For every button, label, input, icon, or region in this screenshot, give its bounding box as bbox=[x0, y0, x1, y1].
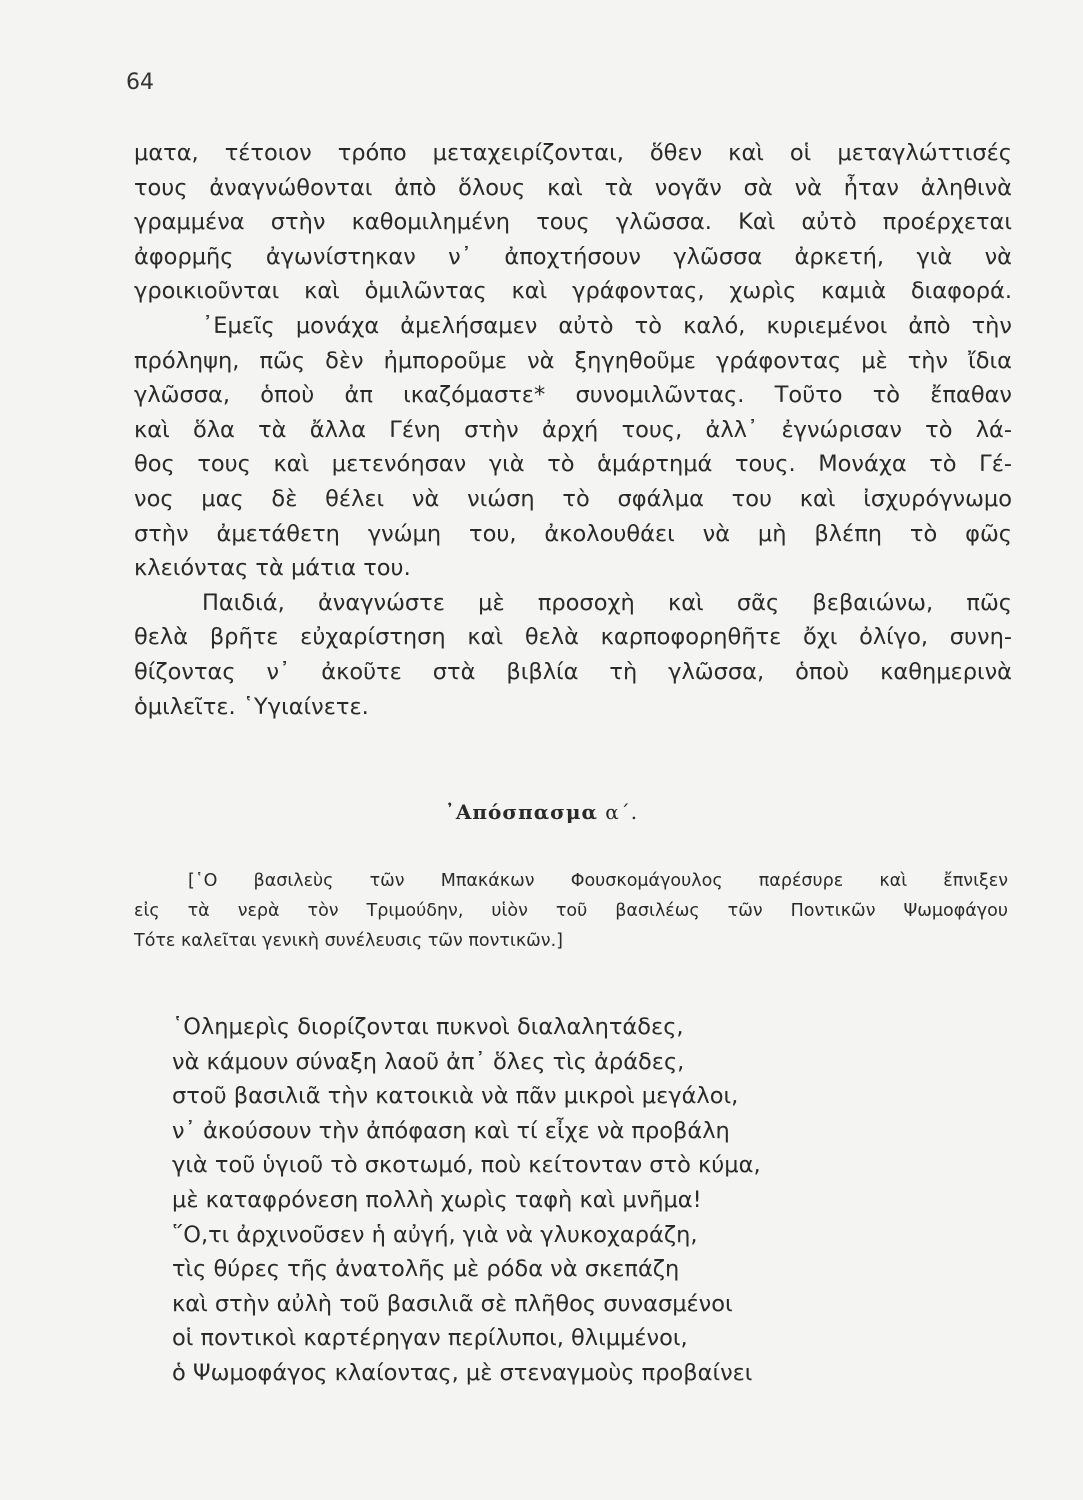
prose-line: κλειόντας τὰ μάτια του. bbox=[134, 555, 411, 582]
poem-verse: ῞Ο,τι ἀρχινοῦσεν ἡ αὐγή, γιὰ νὰ γλυκοχαράζη, bbox=[172, 1221, 698, 1248]
poem-verse: στοῦ βασιλιᾶ τὴν κατοικιὰ νὰ πᾶν μικροὶ μεγάλοι, bbox=[172, 1083, 739, 1110]
poem-verse: ῾Ολημερὶς διορίζονται πυκνοὶ διαλαλητάδες, bbox=[172, 1014, 684, 1040]
prose-line: στὴν ἀμετάθετη γνώμη του, ἀκολουθάει νὰ μὴ βλέπη τὸ φῶς bbox=[134, 520, 1012, 547]
note-line: εἰς τὰ νερὰ τὸν Τριμούδην, υἱὸν τοῦ βασιλέως τῶν Ποντικῶν Ψωμοφάγου bbox=[134, 901, 1008, 921]
prose-line: καὶ ὅλα τὰ ἄλλα Γένη στὴν ἀρχή τους, ἀλλ᾽ ἐγνώρισαν τὸ λά- bbox=[134, 416, 1012, 443]
section-heading bbox=[0, 800, 1083, 824]
prose-line: θίζοντας ν᾽ ἀκοῦτε στὰ βιβλία τὴ γλῶσσα, ὁποὺ καθημερινὰ bbox=[134, 658, 1012, 685]
note-line: [῾Ο βασιλεὺς τῶν Μπακάκων Φουσκομάγουλος παρέσυρε καὶ ἔπνιξεν bbox=[188, 871, 1008, 891]
section-heading-rest: α΄. bbox=[597, 800, 639, 824]
poem bbox=[172, 1010, 761, 1391]
prose-line: ματα, τέτοιον τρόπο μεταχειρίζονται, ὅθεν καὶ οἱ μεταγλώττισές bbox=[134, 140, 1012, 166]
prose-line: Παιδιά, ἀναγνώστε μὲ προσοχὴ καὶ σᾶς βεβαιώνω, πῶς bbox=[202, 589, 1012, 616]
prose-line: πρόληψη, πῶς δὲν ἠμποροῦμε νὰ ξηγηθοῦμε γράφοντας μὲ τὴν ἴδια bbox=[134, 347, 1012, 374]
prose-line: γλῶσσα, ὁποὺ ἀπ ικαζόμαστε* συνομιλῶντας. Τοῦτο τὸ ἔπαθαν bbox=[134, 382, 1012, 409]
poem-verse: νὰ κάμουν σύναξη λαοῦ ἀπ᾽ ὅλες τὶς ἀράδες, bbox=[172, 1048, 685, 1075]
prose-line: γροικιοῦνται καὶ ὁμιλῶντας καὶ γράφοντας, χωρὶς καμιὰ διαφορά. bbox=[134, 278, 1012, 305]
prose-line: τους ἀναγνώθονται ἀπὸ ὅλους καὶ τὰ νογᾶν σὰ νὰ ἦταν ἀληθινὰ bbox=[134, 174, 1012, 201]
poem-verse: καὶ στὴν αὐλὴ τοῦ βασιλιᾶ σὲ πλῆθος συνασμένοι bbox=[172, 1290, 733, 1317]
prose-body bbox=[134, 136, 1012, 724]
poem-verse: τὶς θύρες τῆς ἀνατολῆς μὲ ρόδα νὰ σκεπάζη bbox=[172, 1256, 680, 1283]
poem-verse: ν᾽ ἀκούσουν τὴν ἀπόφαση καὶ τί εἶχε νὰ προβάλη bbox=[172, 1117, 730, 1144]
prose-line: ἀφορμῆς ἀγωνίστηκαν ν᾽ ἀποχτήσουν γλῶσσα ἀρκετή, γιὰ νὰ bbox=[134, 243, 1012, 270]
poem-verse: μὲ καταφρόνεση πολλὴ χωρὶς ταφὴ καὶ μνῆμα! bbox=[172, 1186, 702, 1213]
prose-line: θελὰ βρῆτε εὐχαρίστηση καὶ θελὰ καρποφορηθῆτε ὄχι ὀλίγο, συνη- bbox=[134, 624, 1012, 651]
prose-line: νος μας δὲ θέλει νὰ νιώση τὸ σφάλμα του καὶ ἰσχυρόγνωμο bbox=[134, 485, 1012, 512]
prose-line: ὁμιλεῖτε. ῾Υγιαίνετε. bbox=[134, 693, 369, 720]
prose-line: θος τους καὶ μετενόησαν γιὰ τὸ ἁμάρτημά τους. Μονάχα τὸ Γέ- bbox=[134, 451, 1012, 478]
poem-verse: ὁ Ψωμοφάγος κλαίοντας, μὲ στεναγμοὺς προβαίνει bbox=[172, 1359, 753, 1386]
poem-verse: γιὰ τοῦ ὑγιοῦ τὸ σκοτωμό, ποὺ κείτονταν στὸ κύμα, bbox=[172, 1152, 761, 1179]
poem-verse: οἱ ποντικοὶ καρτέρηγαν περίλυποι, θλιμμένοι, bbox=[172, 1325, 688, 1352]
prose-line: γραμμένα στὴν καθομιλημένη τους γλῶσσα. Καὶ αὐτὸ προέρχεται bbox=[134, 209, 1012, 236]
prose-line: ᾽Εμεῖς μονάχα ἀμελήσαμεν αὐτὸ τὸ καλό, κυριεμένοι ἀπὸ τὴν bbox=[202, 312, 1012, 339]
editorial-note bbox=[134, 866, 1008, 956]
page-number: 64 bbox=[126, 70, 154, 95]
section-heading-bold: ᾽Απόσπασμα bbox=[444, 800, 598, 824]
note-line: Τότε καλεῖται γενικὴ συνέλευσις τῶν ποντικῶν.] bbox=[134, 931, 563, 951]
